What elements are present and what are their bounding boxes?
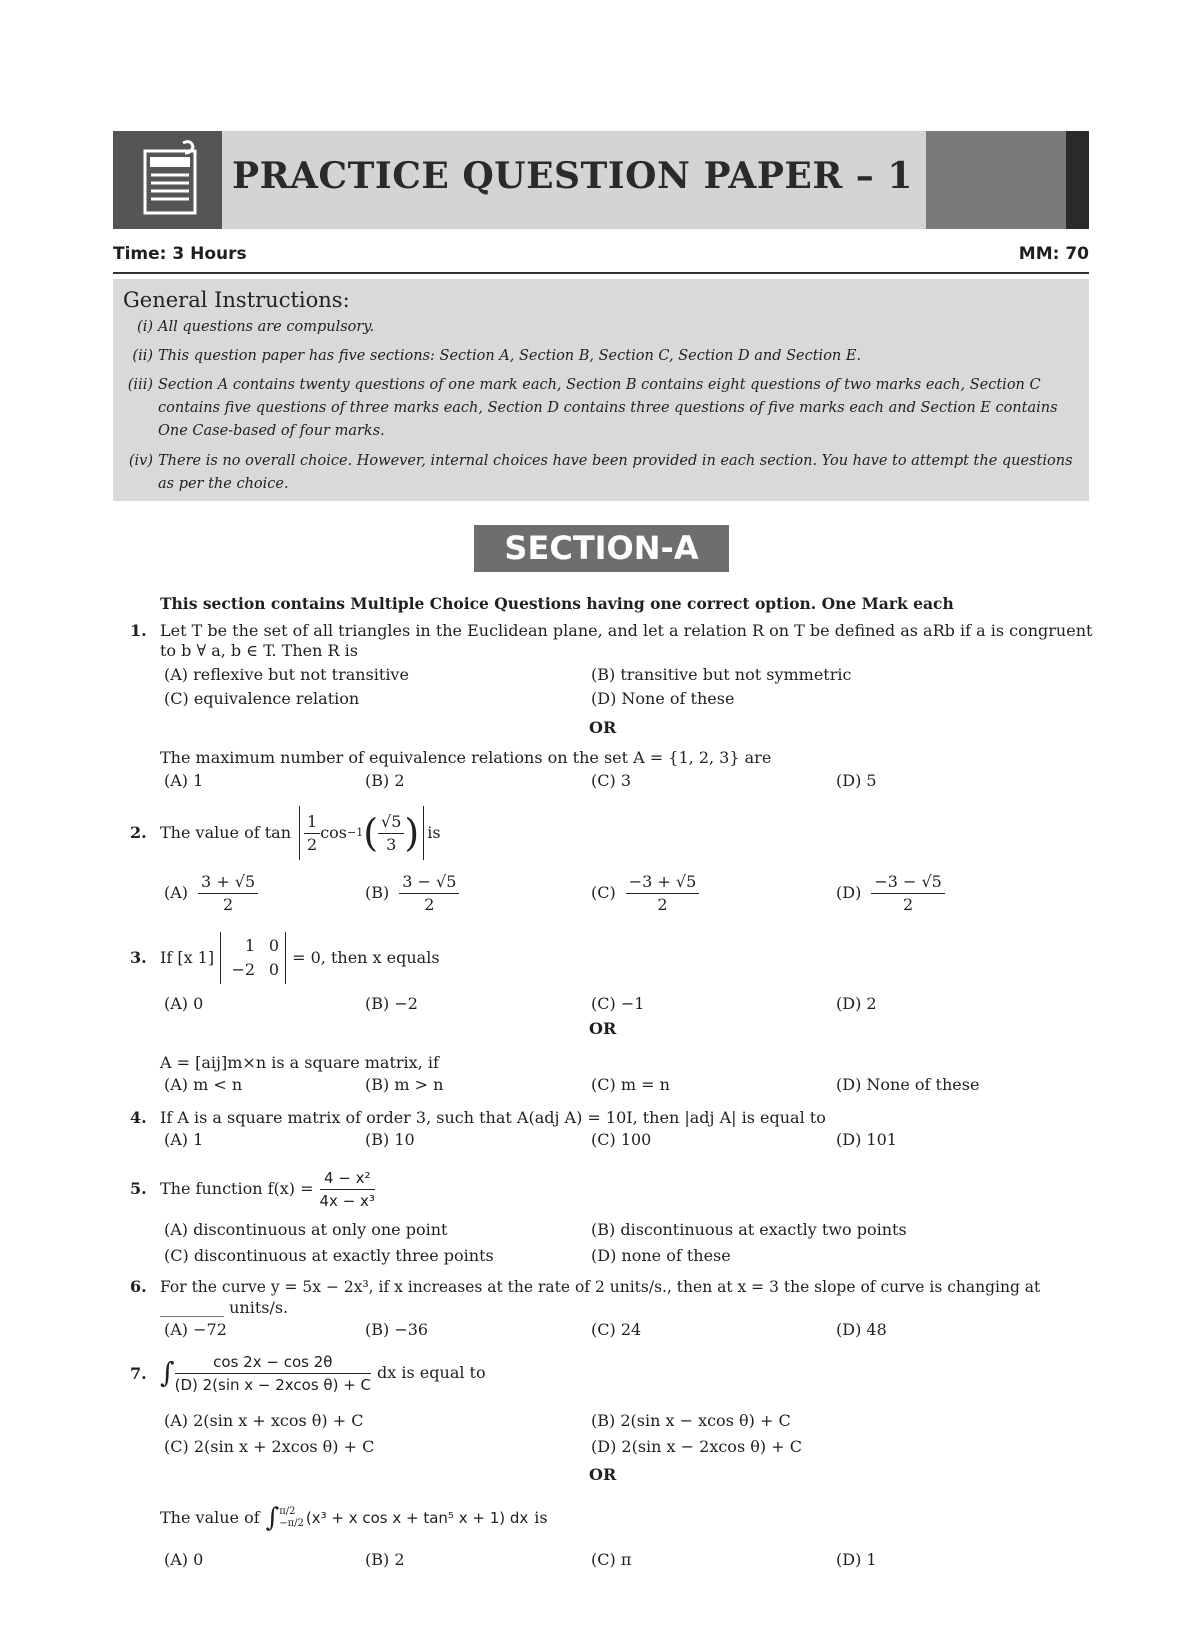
question-number: 5. xyxy=(130,1179,147,1198)
header-divider xyxy=(113,272,1089,274)
option-c: (C) 100 xyxy=(591,1130,652,1149)
option-a: (A) −72 xyxy=(164,1320,227,1339)
document-icon-box xyxy=(113,131,222,229)
section-description: This section contains Multiple Choice Questions having one correct option. One Mark each xyxy=(160,594,954,613)
question-number: 4. xyxy=(130,1108,147,1127)
question-text: The maximum number of equivalence relations on the set A = {1, 2, 3} are xyxy=(160,748,772,767)
option-b: (B) −36 xyxy=(365,1320,429,1339)
question-text: If A is a square matrix of order 3, such that A(adj A) = 10I, then |adj A| is equal to xyxy=(160,1108,826,1127)
option-b: (B) $\frac{3 - √5}{2}$ xyxy=(365,868,459,918)
question-text: ∫ $\frac{\cos 2x - \cos 2\theta}{\text{(D) 2(sin x − 2xcos θ) + C}}$ dx is equal to xyxy=(160,1352,486,1394)
option-a: (A) 2(sin x + xcos θ) + C xyxy=(164,1411,364,1430)
option-d: (D) 101 xyxy=(836,1130,897,1149)
option-d: (D) none of these xyxy=(591,1246,731,1265)
option-b: (B) 10 xyxy=(365,1130,415,1149)
option-a: (A) reflexive but not transitive xyxy=(164,665,409,684)
instruction-item: (i) All questions are compulsory. xyxy=(137,319,375,335)
instruction-item: (iv) There is no overall choice. However, internal choices have been provided in each section. You have to attempt the questions as per the choice. xyxy=(128,453,1073,492)
banner-right-block xyxy=(926,131,1066,229)
question-text: For the curve y = 5x − 2x³, if x increases at the rate of 2 units/s., then at x = 3 the slope of curve is changing at xyxy=(160,1278,1041,1296)
max-marks-label: MM: 70 xyxy=(1018,244,1089,264)
option-c: (C) equivalence relation xyxy=(164,689,360,708)
question-text: Let T be the set of all triangles in the Euclidean plane, and let a relation R on T be defined as aRb if a is congruent xyxy=(160,621,1093,640)
option-d: (D) 48 xyxy=(836,1320,887,1339)
option-b: (B) −2 xyxy=(365,994,418,1013)
option-a: (A) 0 xyxy=(164,1550,204,1569)
question-number: 7. xyxy=(130,1364,147,1383)
time-label: Time: 3 Hours xyxy=(113,244,247,264)
option-d: (D) None of these xyxy=(836,1075,980,1094)
meta-row xyxy=(113,244,1089,264)
option-c: (C) 24 xyxy=(591,1320,642,1339)
option-d: (D) 2(sin x − 2xcos θ) + C xyxy=(591,1437,802,1456)
option-b: (B) 2(sin x − xcos θ) + C xyxy=(591,1411,791,1430)
question-text: ________ units/s. xyxy=(160,1298,289,1317)
option-a: (A) 1 xyxy=(164,771,204,790)
section-a-heading: SECTION-A xyxy=(474,525,729,572)
bracket-expression: $\frac{1}{2}$ cos −1 ( $\frac{√5}{3}$ ) xyxy=(299,806,424,860)
instruction-item: (iii) Section A contains twenty questions of one mark each, Section B contains eight questions of two marks each, Section C contains five questions of three marks each, Section D contains three questions of five marks each and Section E contains One Case-based of four marks. xyxy=(127,377,1058,439)
option-d: (D) None of these xyxy=(591,689,735,708)
option-b: (B) discontinuous at exactly two points xyxy=(591,1220,907,1239)
instructions-title: General Instructions: xyxy=(123,288,350,312)
page-title: PRACTICE QUESTION PAPER – 1 xyxy=(232,155,913,197)
option-b: (B) 2 xyxy=(365,1550,405,1569)
or-separator: OR xyxy=(589,718,617,737)
option-c: (C) discontinuous at exactly three points xyxy=(164,1246,494,1265)
question-number: 6. xyxy=(130,1277,147,1296)
option-a: (A) $\frac{3 + √5}{2}$ xyxy=(164,868,258,918)
option-d: (D) 1 xyxy=(836,1550,877,1569)
question-number: 1. xyxy=(130,621,147,640)
question-text: The function f(x) = $\frac{\text{4 − x²}}{\text{4x − x³}}$ xyxy=(160,1168,375,1210)
question-number: 2. xyxy=(130,823,147,842)
question-text: A = [aij]m×n is a square matrix, if xyxy=(160,1053,439,1072)
option-c: (C) 3 xyxy=(591,771,631,790)
question-text: The value of ∫ π/2 −π/2 (x³ + x cos x + tan⁵ x + 1) dx is xyxy=(160,1503,548,1533)
instruction-item: (ii) This question paper has five sections: Section A, Section B, Section C, Section D and Section E. xyxy=(132,348,862,364)
option-c: (C) −1 xyxy=(591,994,645,1013)
option-c: (C) $\frac{-3 + √5}{2}$ xyxy=(591,868,699,918)
option-b: (B) transitive but not symmetric xyxy=(591,665,852,684)
option-a: (A) m < n xyxy=(164,1075,243,1094)
or-separator: OR xyxy=(589,1465,617,1484)
question-text: If [x 1] 1 0 −2 0 = 0, then x equals xyxy=(160,930,440,986)
option-a: (A) discontinuous at only one point xyxy=(164,1220,448,1239)
option-b: (B) 2 xyxy=(365,771,405,790)
or-separator: OR xyxy=(589,1019,617,1038)
question-number: 3. xyxy=(130,948,147,967)
question-text: The value of tan $\frac{1}{2}$ cos −1 ( $\frac{√5}{3}$ ) is xyxy=(160,805,441,861)
option-a: (A) 1 xyxy=(164,1130,204,1149)
option-b: (B) m > n xyxy=(365,1075,444,1094)
banner-edge-block xyxy=(1066,131,1089,229)
question-text: to b ∀ a, b ∈ T. Then R is xyxy=(160,641,358,660)
matrix: 1 0 −2 0 xyxy=(220,932,286,984)
document-icon xyxy=(113,131,222,229)
option-a: (A) 0 xyxy=(164,994,204,1013)
option-c: (C) π xyxy=(591,1550,632,1569)
option-c: (C) 2(sin x + 2xcos θ) + C xyxy=(164,1437,375,1456)
option-d: (D) 2 xyxy=(836,994,877,1013)
option-d: (D) $\frac{-3 - √5}{2}$ xyxy=(836,868,945,918)
option-d: (D) 5 xyxy=(836,771,877,790)
option-c: (C) m = n xyxy=(591,1075,670,1094)
